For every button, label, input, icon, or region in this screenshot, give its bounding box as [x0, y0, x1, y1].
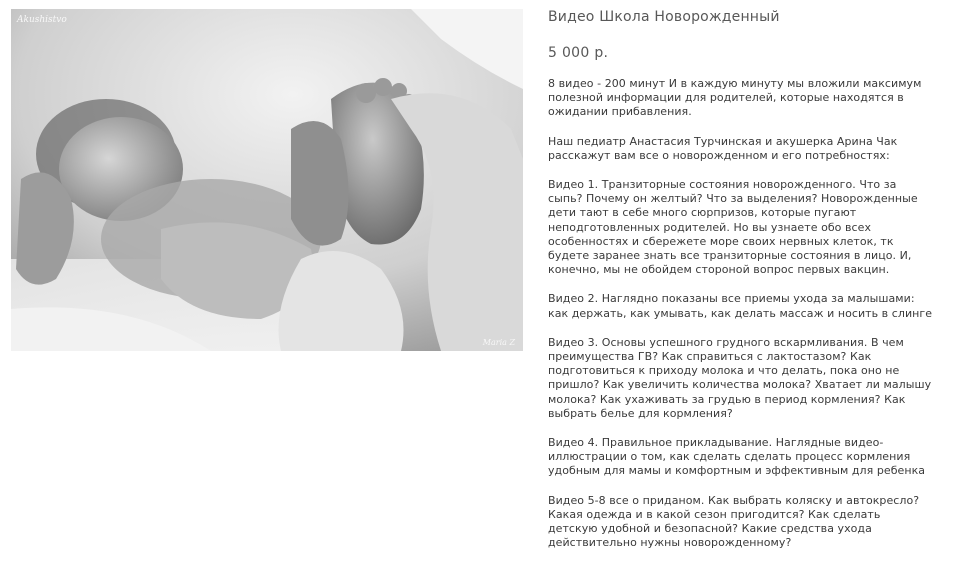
description-paragraph: Видео 5-8 все о приданом. Как выбрать коляску и автокресло? Какая одежда и в какой сезон пригодится? Как сделать детскую удобной и безопасной? Какие средства ухода действительно нужны новорожденному?: [548, 493, 920, 550]
product-price: 5 000 р.: [548, 45, 609, 61]
description-paragraph: Видео 3. Основы успешного грудного вскармливания. В чем преимущества ГВ? Как справиться с лактостазом? Как подготовиться к приходу молока и что делать, пока оно не пришло? Как увеличить количества молока? Хватает ли малышу молока? Как ухаживать за грудью в период кормления? Как выбрать белье для кормления?: [548, 335, 932, 420]
product-title: Видео Школа Новорожденный: [548, 9, 780, 25]
photo-watermark: Akushistvo: [17, 15, 67, 25]
product-description: [548, 77, 972, 550]
product-details: [548, 8, 972, 565]
newborn-photo-illustration: [11, 9, 523, 351]
description-paragraph: Видео 1. Транзиторные состояния новорожденного. Что за сыпь? Почему он желтый? Что за выделения? Новорожденные дети тают в себе много сюрпризов, которые пугают неподготовленных родителей. Но вы узнаете обо всех особенностях и сбережете море своих нервных клеток, тк будете заранее знать все транзиторные состояния в лицо. И, конечно, мы не обойдем стороной вопрос первых вакцин.: [548, 178, 918, 277]
description-paragraph: Видео 4. Правильное прикладывание. Наглядные видео- иллюстрации о том, как сделать сделать процесс кормления удобным для мамы и комфортным и эффективным для ребенка: [548, 436, 926, 478]
description-paragraph: Видео 2. Наглядно показаны все приемы ухода за малышами: как держать, как умывать, как делать массаж и носить в слинге: [548, 292, 933, 320]
description-paragraph: Наш педиатр Анастасия Турчинская и акушерка Арина Чак расскажут вам все о новорожденном и его потребностях:: [548, 134, 898, 162]
product-photo[interactable]: [11, 9, 523, 351]
photographer-signature: Maria Z: [482, 338, 515, 347]
description-paragraph: 8 видео - 200 минут И в каждую минуту мы вложили максимум полезной информации для родителей, которые находятся в ожидании прибавления.: [548, 77, 922, 119]
